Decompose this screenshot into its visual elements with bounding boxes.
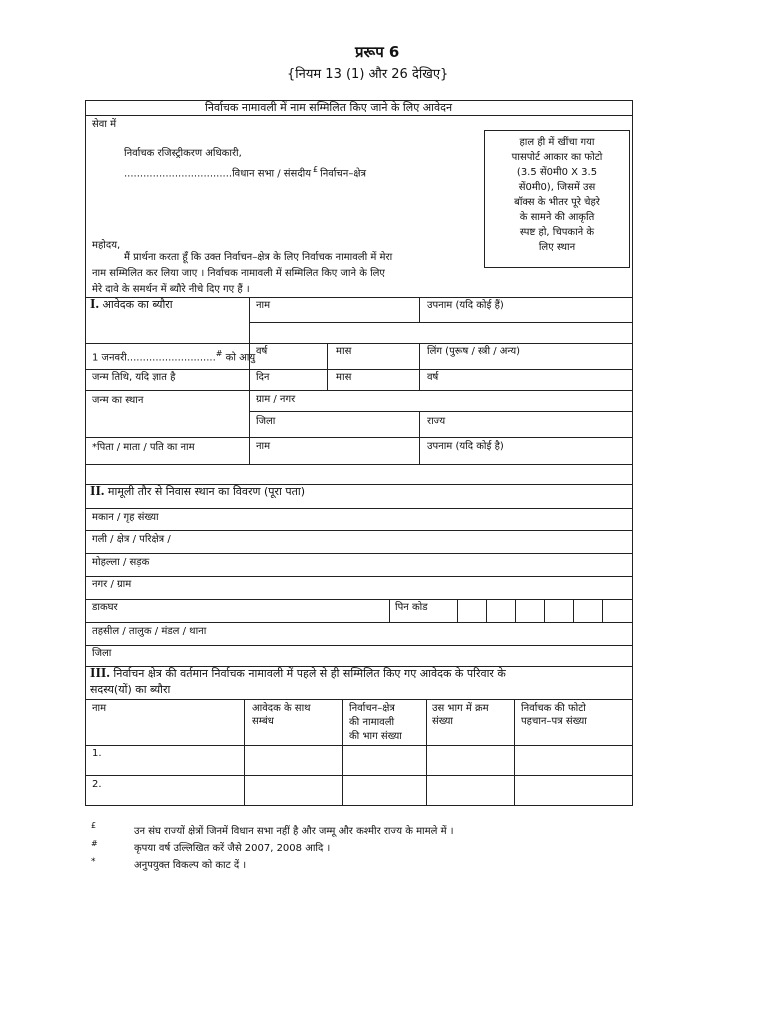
photo-text: हाल ही में खींचा गया	[519, 137, 595, 148]
birthplace-label: जन्म का स्थान	[92, 395, 144, 406]
salutation-to: सेवा में	[92, 119, 117, 130]
photo-text: सें0मी0), जिसमें उस	[518, 182, 596, 193]
relative-first-name-label: नाम	[256, 441, 271, 452]
col-serial-header: संख्या	[432, 716, 453, 727]
age-years-label: वर्ष	[256, 346, 268, 357]
photo-text: बॉक्स के भीतर पूरे चेहरे	[514, 197, 600, 208]
name-input[interactable]	[249, 322, 633, 343]
dob-day-label: दिन	[256, 372, 270, 383]
footnote-text: कृपया वर्ष उल्लिखित करें जैसे 2007, 2008 आदि ।	[134, 843, 331, 854]
photo-box[interactable]	[484, 130, 630, 268]
section-1-heading: I. आवेदक का ब्यौरा	[90, 297, 173, 312]
section-3-heading: III. निर्वाचन क्षेत्र की वर्तमान निर्वाचक नामावली में पहले से ही सम्मिलित किए गए आवेदक के परिवार के	[90, 666, 506, 681]
photo-text: लिए स्थान	[538, 242, 576, 253]
photo-text: (3.5 सें0मी0 X 3.5	[516, 167, 598, 178]
age-label: 1 जनवरी............................# को आयु	[92, 349, 256, 364]
footnote-text: उन संघ राज्यों क्षेत्रों जिनमें विधान सभा नहीं है और जम्मू और कश्मीर राज्य के मामले में ।	[134, 826, 454, 837]
surname-label: उपनाम (यदि कोई हैं)	[427, 300, 504, 311]
dob-label: जन्म तिथि, यदि ज्ञात है	[92, 372, 176, 383]
col-name-header: नाम	[92, 703, 107, 714]
footnote-mark: #	[91, 839, 98, 848]
family-row-number: 1.	[92, 748, 102, 759]
relative-name-label: *पिता / माता / पति का नाम	[92, 442, 195, 453]
family-row-number: 2.	[92, 779, 102, 790]
sir: महोदय,	[92, 240, 121, 251]
dob-year-label: वर्ष	[427, 372, 439, 383]
photo-text: के सामने की आकृति	[519, 212, 595, 223]
request-line: मैं प्रार्थना करता हूँ कि उक्त निर्वाचन–क्षेत्र के लिए निर्वाचक नामावली में मेरा	[124, 252, 393, 263]
footnote-mark: £	[91, 821, 97, 830]
col-epic-header: पहचान–पत्र संख्या	[521, 716, 587, 727]
post-office-label: डाकघर	[92, 602, 118, 613]
form-number: प्ररूप 6	[355, 43, 400, 61]
registration-officer: निर्वाचक रजिस्ट्रीकरण अधिकारी,	[124, 148, 242, 159]
section-2-heading: II. मामूली तौर से निवास स्थान का विवरण (पूरा पता)	[90, 484, 306, 499]
tehsil-label: तहसील / तालुक / मंडल / थाना	[92, 626, 207, 637]
request-line: मेरे दावे के समर्थन में ब्यौरे नीचे दिए गए हैं ।	[92, 284, 250, 295]
village-town-label: ग्राम / नगर	[256, 394, 296, 405]
gender-label: लिंग (पुरूष / स्त्री / अन्य)	[427, 346, 521, 357]
rule-reference: {नियम 13 (1) और 26 देखिए}	[287, 67, 449, 82]
house-number-label: मकान / गृह संख्या	[92, 512, 159, 523]
footnote-mark: *	[91, 857, 96, 867]
locality-label: मोहल्ला / सड़क	[92, 557, 150, 568]
col-part-header: की नामावली	[349, 717, 395, 728]
pin-code-label: पिन कोड	[395, 602, 428, 613]
state-label: राज्य	[427, 416, 446, 427]
application-title: निर्वाचक नामावली में नाम सम्मिलित किए जाने के लिए आवेदन	[205, 101, 453, 114]
name-label: नाम	[256, 300, 271, 311]
dob-month-label: मास	[336, 372, 352, 383]
relative-surname-label: उपनाम (यदि कोई है)	[427, 441, 504, 452]
col-part-header: की भाग संख्या	[349, 731, 402, 742]
town-village-label: नगर / ग्राम	[92, 579, 132, 590]
street-label: गली / क्षेत्र / परिक्षेत्र /	[92, 534, 171, 545]
district-label: जिला	[256, 416, 276, 427]
col-part-header: निर्वाचन–क्षेत्र	[349, 703, 395, 714]
age-months-label: मास	[336, 346, 352, 357]
address-district-label: जिला	[92, 648, 112, 659]
col-epic-header: निर्वाचक की फोटो	[521, 703, 586, 714]
footnote-text: अनुपयुक्त विकल्प को काट दें ।	[134, 860, 247, 871]
request-line: नाम सम्मिलित कर लिया जाए । निर्वाचक नामावली में सम्मिलित किए जाने के लिए	[92, 268, 385, 279]
col-relation-header: सम्बंध	[252, 716, 274, 727]
photo-text: स्पष्ट हो, चिपकाने के	[519, 227, 595, 238]
col-relation-header: आवेदक के साथ	[252, 703, 311, 714]
photo-text: पासपोर्ट आकार का फोटो	[511, 152, 603, 163]
constituency-line: ..................................विधान सभा / संसदीय £ निर्वाचन–क्षेत्र	[124, 165, 367, 180]
section-3-heading-cont: सदस्य(यों) का ब्यौरा	[90, 683, 171, 696]
footnote-mark: £	[313, 165, 319, 174]
col-serial-header: उस भाग में क्रम	[432, 703, 489, 714]
